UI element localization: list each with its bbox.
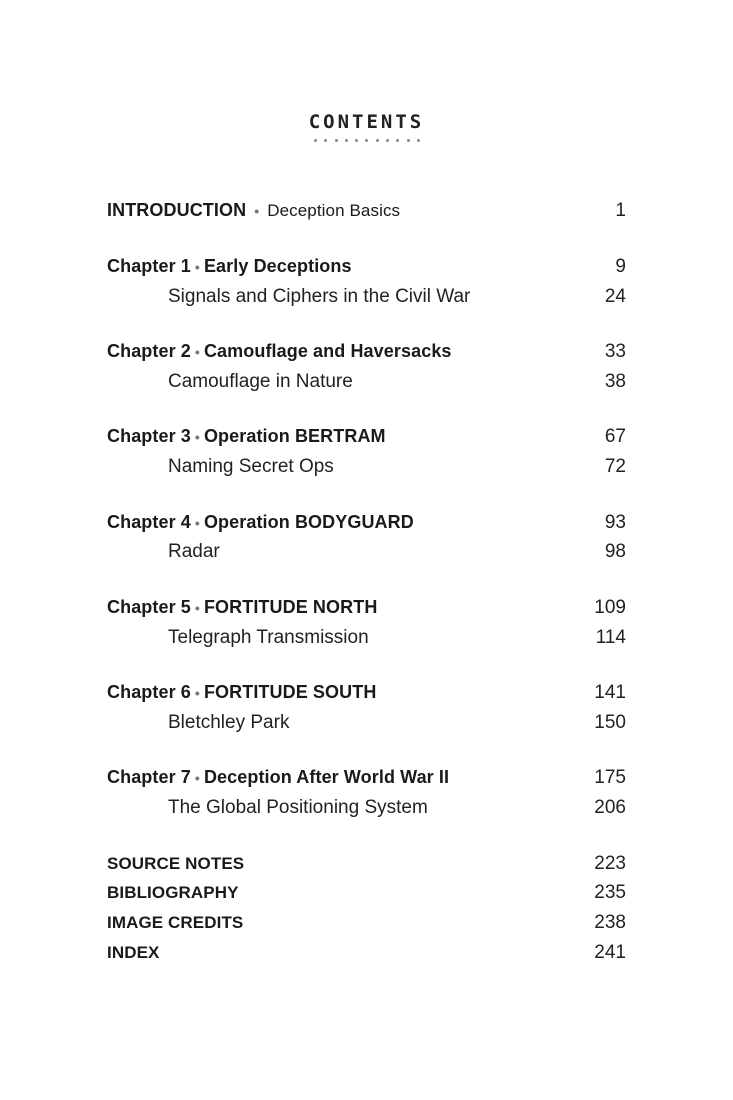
entry-title: INDEX [107, 943, 160, 962]
page-number: 9 [615, 256, 626, 277]
page-number: 223 [594, 853, 626, 874]
separator-bullet: • [194, 515, 200, 531]
entry-title: IMAGE CREDITS [107, 913, 244, 932]
toc-subentry-chapter-7[interactable] [107, 797, 626, 827]
divider-dot [324, 139, 327, 142]
separator-bullet: • [254, 203, 260, 219]
page-number: 38 [604, 371, 626, 392]
divider-dot [314, 139, 317, 142]
entry-title: SOURCE NOTES [107, 854, 245, 873]
divider-dot [386, 139, 389, 142]
divider-dot [417, 139, 420, 142]
toc-subentry-chapter-6[interactable] [107, 712, 626, 742]
page-number: 241 [594, 942, 626, 963]
page-number: 109 [594, 597, 626, 618]
toc-subentry-chapter-5[interactable] [107, 627, 626, 657]
chapter-title: FORTITUDE SOUTH [203, 682, 377, 702]
subentry-title: Naming Secret Ops [168, 456, 334, 477]
page-number: 206 [594, 797, 626, 818]
page-number: 33 [604, 341, 626, 362]
chapter-label: Chapter 5 [107, 597, 191, 617]
toc-entry-index[interactable] [107, 942, 626, 972]
chapter-title: Early Deceptions [203, 256, 352, 276]
divider-dot [407, 139, 410, 142]
chapter-title: Deception After World War II [203, 767, 450, 787]
toc-entry-introduction[interactable] [107, 200, 626, 230]
separator-bullet: • [194, 685, 200, 701]
toc-entry-chapter-4[interactable] [107, 512, 626, 542]
entry-label: INTRODUCTION [107, 200, 247, 220]
divider-dot [376, 139, 379, 142]
subentry-title: Bletchley Park [168, 712, 290, 733]
subentry-title: Signals and Ciphers in the Civil War [168, 286, 471, 307]
title-dot-divider [314, 139, 420, 142]
toc-subentry-chapter-3[interactable] [107, 456, 626, 486]
page-number: 67 [604, 426, 626, 447]
page-number: 98 [604, 541, 626, 562]
separator-bullet: • [194, 770, 200, 786]
page-number: 114 [595, 627, 626, 648]
separator-bullet: • [194, 259, 200, 275]
toc-entry-bibliography[interactable] [107, 882, 626, 912]
page-number: 238 [594, 912, 626, 933]
divider-dot [396, 139, 399, 142]
toc-subentry-chapter-2[interactable] [107, 371, 626, 401]
toc-entry-source-notes[interactable] [107, 853, 626, 883]
page-number: 24 [604, 286, 626, 307]
chapter-title: Operation BODYGUARD [203, 512, 414, 532]
toc-entry-chapter-7[interactable] [107, 767, 626, 797]
toc-entry-chapter-6[interactable] [107, 682, 626, 712]
contents-header [0, 111, 733, 133]
subentry-title: Radar [168, 541, 220, 562]
chapter-label: Chapter 3 [107, 426, 191, 446]
entry-title: BIBLIOGRAPHY [107, 883, 239, 902]
chapter-title: Camouflage and Haversacks [203, 341, 452, 361]
subentry-title: Telegraph Transmission [168, 627, 369, 648]
separator-bullet: • [194, 600, 200, 616]
chapter-label: Chapter 2 [107, 341, 191, 361]
chapter-label: Chapter 4 [107, 512, 191, 532]
page-number: 150 [594, 712, 626, 733]
page-title: CONTENTS [308, 111, 425, 133]
separator-bullet: • [194, 429, 200, 445]
page-number: 72 [604, 456, 626, 477]
chapter-label: Chapter 1 [107, 256, 191, 276]
chapter-title: Operation BERTRAM [203, 426, 386, 446]
subentry-title: Camouflage in Nature [168, 371, 353, 392]
entry-title: Deception Basics [267, 201, 401, 220]
divider-dot [335, 139, 338, 142]
separator-bullet: • [194, 344, 200, 360]
toc-entry-chapter-5[interactable] [107, 597, 626, 627]
page-number: 1 [615, 200, 626, 221]
page-number: 175 [594, 767, 626, 788]
page-number: 141 [594, 682, 626, 703]
toc-entry-chapter-2[interactable] [107, 341, 626, 371]
toc-entry-image-credits[interactable] [107, 912, 626, 942]
divider-dot [365, 139, 368, 142]
toc-subentry-chapter-1[interactable] [107, 286, 626, 316]
chapter-label: Chapter 6 [107, 682, 191, 702]
toc-entry-chapter-3[interactable] [107, 426, 626, 456]
toc-entry-chapter-1[interactable] [107, 256, 626, 286]
page-number: 235 [594, 882, 626, 903]
divider-dot [345, 139, 348, 142]
toc-subentry-chapter-4[interactable] [107, 541, 626, 571]
chapter-label: Chapter 7 [107, 767, 191, 787]
chapter-title: FORTITUDE NORTH [203, 597, 378, 617]
subentry-title: The Global Positioning System [168, 797, 428, 818]
divider-dot [355, 139, 358, 142]
page-number: 93 [604, 512, 626, 533]
